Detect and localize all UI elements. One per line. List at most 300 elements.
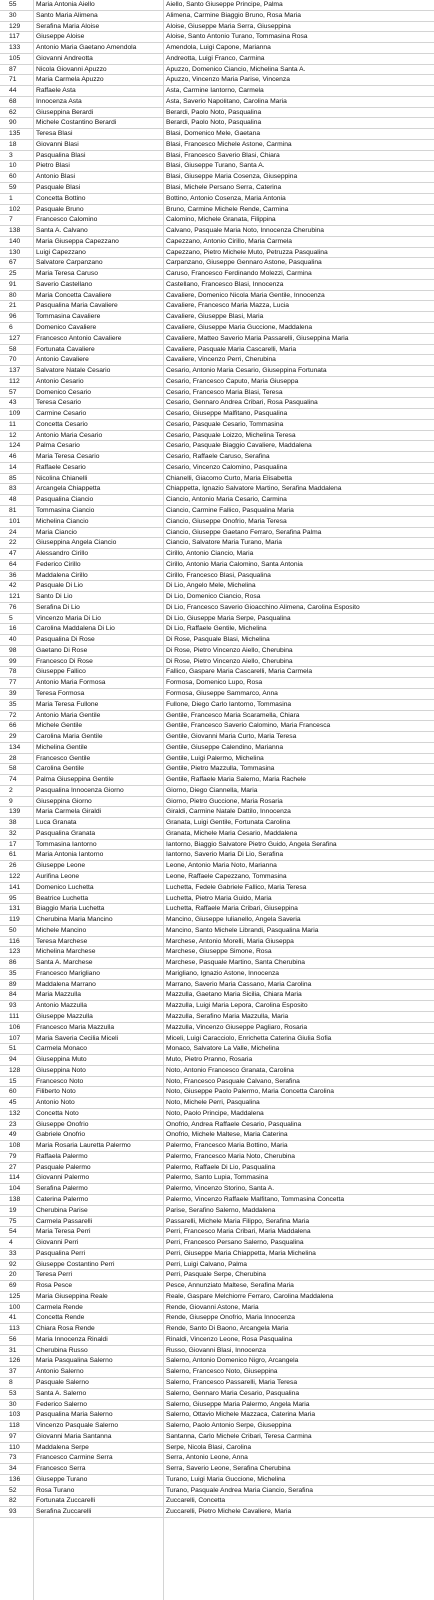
person-name-cell: Giovanni Perri <box>36 1239 79 1247</box>
person-name-cell: Maria Innocenza Rinaldi <box>36 1335 108 1343</box>
table-row <box>0 732 434 743</box>
person-name-cell: Rosa Pesce <box>36 1282 73 1290</box>
record-number-cell: 32 <box>9 829 17 837</box>
record-number-cell: 122 <box>9 873 21 881</box>
record-number-cell: 112 <box>9 377 20 385</box>
table-row <box>0 1238 434 1249</box>
table-row <box>0 1077 434 1088</box>
person-name-cell: Pasqualina Blasi <box>36 151 86 159</box>
parents-cell: Iantorno, Saverio Maria Di Lio, Serafina <box>166 851 284 859</box>
table-row <box>0 161 434 172</box>
table-row <box>0 829 434 840</box>
parents-cell: Salerno, Ottavio Michele Mazzaca, Caterina Maria <box>166 1411 316 1419</box>
record-number-cell: 4 <box>9 1239 13 1247</box>
parents-cell: Blasi, Francesco Michele Astone, Carmina <box>166 140 292 148</box>
person-name-cell: Serafina Maria Aloise <box>36 22 100 30</box>
person-name-cell: Michele Gentile <box>36 722 83 730</box>
person-name-cell: Federico Salerno <box>36 1400 87 1408</box>
parents-cell: Marchese, Giuseppe Simone, Rosa <box>166 948 272 956</box>
record-number-cell: 127 <box>9 334 21 342</box>
record-number-cell: 58 <box>9 345 17 353</box>
person-name-cell: Santa A. Salerno <box>36 1389 87 1397</box>
person-name-cell: Michelina Gentile <box>36 743 88 751</box>
person-name-cell: Michele Costantino Berardi <box>36 119 117 127</box>
table-row <box>0 1152 434 1163</box>
person-name-cell: Maddalena Serpe <box>36 1443 89 1451</box>
parents-cell: Capezzano, Antonio Cirillo, Maria Carmela <box>166 237 293 245</box>
record-number-cell: 91 <box>9 280 17 288</box>
record-number-cell: 129 <box>9 22 21 30</box>
record-number-cell: 85 <box>9 474 17 482</box>
person-name-cell: Carmine Cesario <box>36 410 87 418</box>
person-name-cell: Pasqualina Innocenza Giorno <box>36 786 124 794</box>
table-row <box>0 646 434 657</box>
record-number-cell: 44 <box>9 87 17 95</box>
parents-cell: Zuccarelli, Concetta <box>166 1497 226 1505</box>
parents-cell: Perri, Francesco Maria Cribari, Maria Maddalena <box>166 1228 311 1236</box>
parents-cell: Russo, Giovanni Blasi, Innocenza <box>166 1346 266 1354</box>
parents-cell: Cesario, Francesco Maria Blasi, Teresa <box>166 388 283 396</box>
parents-cell: Perri, Giuseppe Maria Chiappetta, Maria Michelina <box>166 1249 316 1257</box>
record-number-cell: 42 <box>9 582 17 590</box>
record-number-cell: 46 <box>9 453 17 461</box>
parents-cell: Andreotta, Luigi Franco, Carmina <box>166 54 265 62</box>
table-row <box>0 517 434 528</box>
table-row <box>0 205 434 216</box>
table-row <box>0 1324 434 1335</box>
record-number-cell: 100 <box>9 1303 21 1311</box>
person-name-cell: Michelina Ciancio <box>36 517 89 525</box>
person-name-cell: Biaggio Maria Luchetta <box>36 905 105 913</box>
person-name-cell: Arcangela Chiappetta <box>36 485 101 493</box>
parents-cell: Cesario, Gennaro Andrea Cribari, Rosa Pasqualina <box>166 399 318 407</box>
person-name-cell: Maria Rosaria Lauretta Palermo <box>36 1142 131 1150</box>
person-name-cell: Maria Ciancio <box>36 528 77 536</box>
record-number-cell: 119 <box>9 916 20 924</box>
record-number-cell: 89 <box>9 980 17 988</box>
record-number-cell: 26 <box>9 862 17 870</box>
person-name-cell: Antonio Maria Gaetano Amendola <box>36 44 137 52</box>
record-number-cell: 83 <box>9 485 17 493</box>
record-number-cell: 98 <box>9 646 17 654</box>
table-row <box>0 183 434 194</box>
person-name-cell: Concetta Noto <box>36 1109 79 1117</box>
table-row <box>0 398 434 409</box>
parents-cell: Di Lio, Giuseppe Maria Serpe, Pasqualina <box>166 614 291 622</box>
record-number-cell: 53 <box>9 1389 17 1397</box>
record-number-cell: 93 <box>9 1508 17 1516</box>
table-row <box>0 818 434 829</box>
record-number-cell: 133 <box>9 44 21 52</box>
table-row <box>0 1260 434 1271</box>
person-name-cell: Francesco Di Rose <box>36 657 93 665</box>
table-row <box>0 581 434 592</box>
table-row <box>0 301 434 312</box>
record-number-cell: 104 <box>9 1185 21 1193</box>
record-number-cell: 6 <box>9 323 13 331</box>
parents-cell: Blasi, Francesco Saverio Blasi, Chiara <box>166 151 280 159</box>
parents-cell: Rende, Giovanni Astone, Maria <box>166 1303 259 1311</box>
person-name-cell: Concetta Rende <box>36 1314 85 1322</box>
record-number-cell: 86 <box>9 959 17 967</box>
record-number-cell: 141 <box>9 883 21 891</box>
person-name-cell: Michelina Marchese <box>36 948 96 956</box>
table-row <box>0 0 434 11</box>
person-name-cell: Raffaele Cesario <box>36 463 86 471</box>
person-name-cell: Teresa Cesario <box>36 399 81 407</box>
record-number-cell: 41 <box>9 1314 17 1322</box>
person-name-cell: Salvatore Carpanzano <box>36 259 103 267</box>
person-name-cell: Francesco Serra <box>36 1465 86 1473</box>
record-number-cell: 136 <box>9 1475 21 1483</box>
record-number-cell: 8 <box>9 1379 13 1386</box>
parents-cell: Cavaliere, Francesco Maria Mazza, Lucia <box>166 302 290 310</box>
table-row <box>0 614 434 625</box>
table-row <box>0 194 434 205</box>
parents-cell: Noto, Giuseppe Paolo Palermo, Maria Concetta Carolina <box>166 1088 335 1096</box>
parents-cell: Mazzulla, Vincenzo Giuseppe Pagliaro, Rosaria <box>166 1023 308 1031</box>
record-number-cell: 40 <box>9 636 17 644</box>
person-name-cell: Giovanni Maria Santanna <box>36 1432 112 1440</box>
person-name-cell: Maria Teresa Cesario <box>36 453 100 461</box>
table-row <box>0 689 434 700</box>
parents-cell: Granata, Luigi Gentile, Fortunata Carolina <box>166 819 291 827</box>
person-name-cell: Santa A. Marchese <box>36 959 93 967</box>
record-number-cell: 3 <box>9 151 13 159</box>
parents-cell: Serra, Saverio Leone, Serafina Cherubina <box>166 1465 291 1473</box>
person-name-cell: Raffaela Palermo <box>36 1152 88 1160</box>
record-number-cell: 38 <box>9 819 17 827</box>
person-name-cell: Maria Teresa Perri <box>36 1228 91 1236</box>
table-row <box>0 1367 434 1378</box>
person-name-cell: Filiberto Noto <box>36 1088 76 1096</box>
parents-cell: Passarelli, Michele Maria Filippo, Serafina Maria <box>166 1217 310 1225</box>
table-row <box>0 495 434 506</box>
table-row <box>0 721 434 732</box>
record-number-cell: 110 <box>9 1443 20 1451</box>
parents-cell: Ciancio, Salvatore Maria Turano, Maria <box>166 539 282 547</box>
parents-cell: Calomino, Michele Granata, Filippina <box>166 216 276 224</box>
table-row <box>0 420 434 431</box>
table-row <box>0 291 434 302</box>
table-row <box>0 86 434 97</box>
person-name-cell: Domenico Cesario <box>36 388 92 396</box>
record-number-cell: 140 <box>9 237 21 245</box>
parents-cell: Marchese, Pasquale Martino, Santa Cherubina <box>166 959 306 967</box>
table-row <box>0 97 434 108</box>
parents-cell: Cavaliere, Vincenzo Perri, Cherubina <box>166 356 276 364</box>
record-number-cell: 1 <box>9 194 13 202</box>
person-name-cell: Salvatore Natale Cesario <box>36 367 111 375</box>
table-row <box>0 1486 434 1497</box>
record-number-cell: 78 <box>9 668 17 676</box>
record-number-cell: 55 <box>9 1 17 8</box>
parents-cell: Calvano, Pasquale Maria Noto, Innocenza Cherubina <box>166 227 324 235</box>
record-number-cell: 35 <box>9 700 17 708</box>
record-number-cell: 116 <box>9 937 20 945</box>
table-row <box>0 990 434 1001</box>
record-number-cell: 106 <box>9 1023 21 1031</box>
table-row <box>0 1378 434 1389</box>
parents-cell: Cesario, Raffaele Caruso, Serafina <box>166 453 270 461</box>
person-name-cell: Antonio Maria Cesario <box>36 431 103 439</box>
parents-cell: Aiello, Santo Giuseppe Principe, Palma <box>166 1 283 8</box>
record-number-cell: 23 <box>9 1120 17 1128</box>
person-name-cell: Giovanni Palermo <box>36 1174 90 1182</box>
parents-cell: Gentile, Giuseppe Calendino, Marianna <box>166 743 284 751</box>
table-row <box>0 474 434 485</box>
record-number-cell: 24 <box>9 528 17 536</box>
person-name-cell: Maddalena Marrano <box>36 980 96 988</box>
record-number-cell: 102 <box>9 205 21 213</box>
record-number-cell: 69 <box>9 1282 17 1290</box>
table-row <box>0 43 434 54</box>
table-row <box>0 549 434 560</box>
person-name-cell: Pasqualina Perri <box>36 1249 86 1257</box>
person-name-cell: Gabriele Onofrio <box>36 1131 86 1139</box>
record-number-cell: 52 <box>9 1486 17 1494</box>
parents-cell: Cesario, Pasquale Cesario, Tommasina <box>166 420 284 428</box>
table-row <box>0 937 434 948</box>
table-row <box>0 1141 434 1152</box>
parents-cell: Salerno, Francesco Noto, Giuseppina <box>166 1368 278 1376</box>
parents-cell: Muto, Pietro Pranno, Rosaria <box>166 1056 253 1064</box>
parents-cell: Di Rose, Pasquale Blasi, Michelina <box>166 636 270 644</box>
table-row <box>0 1044 434 1055</box>
person-name-cell: Concetta Bottino <box>36 194 86 202</box>
person-name-cell: Antonio Noto <box>36 1099 75 1107</box>
person-name-cell: Cherubina Maria Mancino <box>36 916 113 924</box>
parents-cell: Aloise, Giuseppe Maria Serra, Giuseppina <box>166 22 291 30</box>
record-number-cell: 126 <box>9 1357 21 1365</box>
person-name-cell: Santa A. Calvano <box>36 227 88 235</box>
table-row <box>0 635 434 646</box>
parents-cell: Cavaliere, Giuseppe Blasi, Maria <box>166 313 264 321</box>
record-number-cell: 68 <box>9 97 17 105</box>
record-number-cell: 67 <box>9 259 17 267</box>
parents-cell: Bottino, Antonio Cosenza, Maria Antonia <box>166 194 286 202</box>
parents-cell: Capezzano, Pietro Michele Muto, Petruzza Pasqualina <box>166 248 328 256</box>
parents-cell: Giorno, Diego Ciannella, Maria <box>166 786 258 794</box>
table-row <box>0 1195 434 1206</box>
parents-cell: Cavaliere, Domenico Nicola Maria Gentile, Innocenza <box>166 291 325 299</box>
table-row <box>0 786 434 797</box>
record-number-cell: 125 <box>9 1292 21 1300</box>
record-number-cell: 30 <box>9 1400 17 1408</box>
parents-cell: Mazzulla, Luigi Maria Lepora, Carolina Esposito <box>166 1002 308 1010</box>
parents-cell: Marigliano, Ignazio Astone, Innocenza <box>166 969 280 977</box>
person-name-cell: Pasqualina Ciancio <box>36 496 94 504</box>
table-row <box>0 108 434 119</box>
table-row <box>0 1421 434 1432</box>
table-row <box>0 75 434 86</box>
record-number-cell: 99 <box>9 657 17 665</box>
parents-cell: Formosa, Giuseppe Sammarco, Anna <box>166 690 278 697</box>
parents-cell: Noto, Paolo Principe, Maddalena <box>166 1109 264 1117</box>
person-name-cell: Antonio Maria Gentile <box>36 711 101 719</box>
person-name-cell: Pasqualina Maria Salerno <box>36 1411 113 1419</box>
record-number-cell: 138 <box>9 1195 21 1203</box>
table-row <box>0 65 434 76</box>
table-row <box>0 355 434 366</box>
person-name-cell: Cherubina Russo <box>36 1346 88 1354</box>
table-row <box>0 657 434 668</box>
record-number-cell: 66 <box>9 722 17 730</box>
person-name-cell: Carmela Rende <box>36 1303 83 1311</box>
table-row <box>0 969 434 980</box>
table-row <box>0 1120 434 1131</box>
person-name-cell: Teresa Formosa <box>36 690 85 697</box>
parents-cell: Gentile, Francesco Saverio Calomino, Maria Francesca <box>166 722 331 730</box>
record-number-cell: 30 <box>9 11 17 19</box>
parents-cell: Gentile, Giovanni Maria Curto, Maria Teresa <box>166 733 297 741</box>
record-number-cell: 114 <box>9 1174 20 1182</box>
table-row <box>0 1292 434 1303</box>
record-number-cell: 132 <box>9 1109 21 1117</box>
person-name-cell: Carmela Passarelli <box>36 1217 93 1225</box>
table-row <box>0 1400 434 1411</box>
person-name-cell: Francesco Gentile <box>36 754 91 762</box>
table-row <box>0 1109 434 1120</box>
person-name-cell: Pasqualina Granata <box>36 829 96 837</box>
person-name-cell: Giuseppe Fallico <box>36 668 86 676</box>
record-number-cell: 17 <box>9 840 17 848</box>
person-name-cell: Pasqualina Maria Cavaliere <box>36 302 118 310</box>
parents-cell: Fallico, Gaspare Maria Cascarelli, Maria Carmela <box>166 668 313 676</box>
parents-cell: Giorno, Pietro Guccione, Maria Rosaria <box>166 797 283 805</box>
table-row <box>0 624 434 635</box>
person-name-cell: Maria Carmela Giraldi <box>36 808 102 816</box>
table-row <box>0 1443 434 1454</box>
record-number-cell: 37 <box>9 1368 17 1376</box>
table-row <box>0 388 434 399</box>
record-number-cell: 124 <box>9 442 21 450</box>
table-row <box>0 571 434 582</box>
parents-cell: Blasi, Giuseppe Maria Cosenza, Giuseppina <box>166 173 298 181</box>
record-number-cell: 62 <box>9 108 17 116</box>
table-row <box>0 172 434 183</box>
record-number-cell: 131 <box>9 905 21 913</box>
parents-cell: Gentile, Raffaele Maria Salerno, Maria Rachele <box>166 776 307 784</box>
parents-cell: Rinaldi, Vincenzo Leone, Rosa Pasqualina <box>166 1335 293 1343</box>
person-name-cell: Concetta Cesario <box>36 420 88 428</box>
person-name-cell: Palma Cesario <box>36 442 80 450</box>
record-number-cell: 56 <box>9 1335 17 1343</box>
person-name-cell: Maria Teresa Caruso <box>36 270 98 278</box>
table-row <box>0 334 434 345</box>
parents-cell: Di Rose, Pietro Vincenzo Aiello, Cherubina <box>166 657 293 665</box>
parents-cell: Onofrio, Andrea Raffaele Cesario, Pasqualina <box>166 1120 302 1128</box>
parents-cell: Bruno, Carmine Michele Rende, Carmina <box>166 205 289 213</box>
person-name-cell: Serafina Di Lio <box>36 603 80 611</box>
parents-cell: Luchetta, Fedele Gabriele Fallico, Maria Teresa <box>166 883 307 891</box>
person-name-cell: Vincenzo Pasquale Salerno <box>36 1422 119 1430</box>
table-row <box>0 441 434 452</box>
parents-cell: Di Rose, Pietro Vincenzo Aiello, Cherubina <box>166 646 293 654</box>
table-row <box>0 269 434 280</box>
table-row <box>0 226 434 237</box>
table-row <box>0 1464 434 1475</box>
person-name-cell: Maria Concetta Cavaliere <box>36 291 112 299</box>
table-row <box>0 1066 434 1077</box>
person-name-cell: Fortunata Cavaliere <box>36 345 95 353</box>
record-number-cell: 54 <box>9 1228 17 1236</box>
table-row <box>0 764 434 775</box>
parents-cell: Serra, Antonio Leone, Anna <box>166 1454 248 1462</box>
table-row <box>0 54 434 65</box>
person-name-cell: Pasquale Bruno <box>36 205 84 213</box>
table-row <box>0 958 434 969</box>
table-row <box>0 915 434 926</box>
parents-cell: Caruso, Francesco Ferdinando Molezzi, Carmina <box>166 270 312 278</box>
person-name-cell: Maria Antonia Iantorno <box>36 851 104 859</box>
table-row <box>0 1281 434 1292</box>
table-row <box>0 248 434 259</box>
parents-cell: Ciancio, Antonio Maria Cesario, Carmina <box>166 496 287 504</box>
table-row <box>0 1034 434 1045</box>
record-number-cell: 28 <box>9 754 17 762</box>
parents-cell: Noto, Antonio Francesco Granata, Carolina <box>166 1066 294 1074</box>
record-number-cell: 36 <box>9 571 17 579</box>
person-name-cell: Pasquale Salerno <box>36 1379 89 1386</box>
parents-cell: Palermo, Vincenzo Raffaele Malfitano, Tommasina Concetta <box>166 1195 345 1203</box>
record-number-cell: 27 <box>9 1163 17 1171</box>
parents-cell: Cesario, Vincenzo Calomino, Pasqualina <box>166 463 288 471</box>
parents-cell: Cesario, Giuseppe Malfitano, Pasqualina <box>166 410 288 418</box>
parents-cell: Perri, Luigi Calvano, Palma <box>166 1260 248 1268</box>
table-row <box>0 377 434 388</box>
table-row <box>0 667 434 678</box>
person-name-cell: Carolina Gentile <box>36 765 84 773</box>
parents-cell: Cesario, Francesco Caputo, Maria Giuseppa <box>166 377 299 385</box>
record-number-cell: 130 <box>9 248 21 256</box>
table-row <box>0 1432 434 1443</box>
record-number-cell: 50 <box>9 926 17 934</box>
table-row <box>0 1184 434 1195</box>
table-row <box>0 1217 434 1228</box>
table-row <box>0 1055 434 1066</box>
person-name-cell: Giuseppe Onofrio <box>36 1120 89 1128</box>
record-number-cell: 58 <box>9 765 17 773</box>
record-number-cell: 134 <box>9 743 21 751</box>
person-name-cell: Fortunata Zuccarelli <box>36 1497 96 1505</box>
table-row <box>0 1313 434 1324</box>
parents-cell: Di Lio, Francesco Saverio Gioacchino Alimena, Carolina Esposito <box>166 603 360 611</box>
parents-cell: Rende, Santo Di Baono, Arcangela Maria <box>166 1325 289 1333</box>
person-name-cell: Maria Carmela Apuzzo <box>36 76 104 84</box>
person-name-cell: Maddalena Cirillo <box>36 571 88 579</box>
parents-cell: Salerno, Antonio Domenico Nigro, Arcangela <box>166 1357 299 1365</box>
person-name-cell: Maria Saveria Cecilia Miceli <box>36 1034 119 1042</box>
person-name-cell: Giuseppe Costantino Perri <box>36 1260 115 1268</box>
record-number-cell: 64 <box>9 560 17 568</box>
parents-cell: Mancino, Giuseppe Iulianello, Angela Saveria <box>166 916 301 924</box>
table-row <box>0 118 434 129</box>
parents-cell: Zuccarelli, Pietro Michele Cavaliere, Maria <box>166 1508 292 1516</box>
person-name-cell: Maria Mazzulla <box>36 991 81 999</box>
record-number-cell: 84 <box>9 991 17 999</box>
person-name-cell: Pasquale Palermo <box>36 1163 91 1171</box>
person-name-cell: Giovanni Blasi <box>36 140 79 148</box>
record-number-cell: 60 <box>9 173 17 181</box>
record-number-cell: 139 <box>9 808 21 816</box>
table-row <box>0 237 434 248</box>
parents-cell: Palermo, Vincenzo Storino, Santa A. <box>166 1185 275 1193</box>
table-row <box>0 592 434 603</box>
table-row <box>0 1206 434 1217</box>
person-name-cell: Pasquale Blasi <box>36 184 81 192</box>
table-row <box>0 1453 434 1464</box>
